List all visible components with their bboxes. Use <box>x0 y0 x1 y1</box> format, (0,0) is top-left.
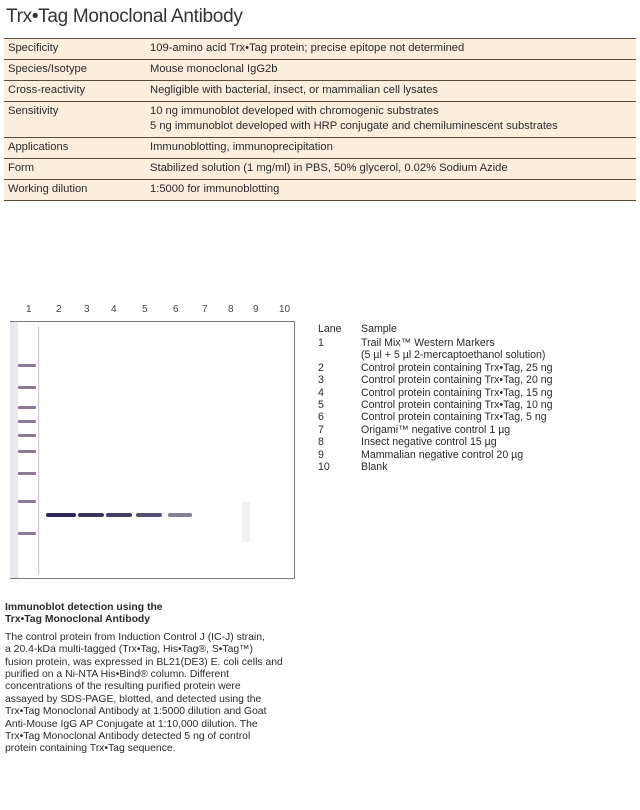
lane-legend <box>318 323 553 473</box>
lane-number: 4 <box>111 304 117 315</box>
protein-band <box>136 513 162 517</box>
lane-edge-line <box>38 326 39 574</box>
legend-sample-text: Insect negative control 15 µg <box>361 436 497 449</box>
caption-title-line: Immunoblot detection using the <box>5 602 163 613</box>
blot-svg <box>10 322 294 578</box>
spec-value <box>146 159 636 180</box>
marker-band <box>18 364 36 367</box>
legend-sample-text: Trail Mix™ Western Markers <box>361 337 495 349</box>
spec-label: Species/Isotype <box>4 60 146 81</box>
spec-value <box>146 39 636 60</box>
lane-number: 5 <box>142 304 148 315</box>
caption-body-line: assayed by SDS-PAGE, blotted, and detected using the <box>5 693 262 705</box>
marker-band <box>18 450 36 453</box>
legend-row <box>318 436 553 448</box>
caption-body-line: Anti-Mouse IgG AP Conjugate at 1:10,000 dilution. The <box>5 718 258 730</box>
spec-value <box>146 138 636 159</box>
legend-lane-number: 3 <box>318 374 324 387</box>
western-blot-image <box>10 321 295 579</box>
lane-number: 1 <box>26 304 32 315</box>
spec-value-line: Immunoblotting, immunoprecipitation <box>150 141 333 153</box>
legend-row <box>318 387 553 399</box>
spec-value-line: Stabilized solution (1 mg/ml) in PBS, 50% glycerol, 0.02% Sodium Azide <box>150 162 508 174</box>
caption-body-line: Trx•Tag Monoclonal Antibody detected 5 ng of control <box>5 731 251 743</box>
legend-lane-number: 8 <box>318 436 324 449</box>
protein-band <box>78 513 104 517</box>
legend-sample-text: Control protein containing Trx•Tag, 5 ng <box>361 411 547 424</box>
legend-row <box>318 399 553 411</box>
caption-body-line: Trx•Tag Monoclonal Antibody at 1:5000 dilution and Goat <box>5 706 267 718</box>
legend-row <box>318 411 553 423</box>
spec-value <box>146 102 636 138</box>
legend-sample-text: Origami™ negative control 1 µg <box>361 423 511 436</box>
lane-number: 6 <box>173 304 179 315</box>
spec-row <box>4 60 636 81</box>
spec-label: Specificity <box>4 39 146 60</box>
lane-numbers <box>0 304 300 318</box>
spec-value-line: Mouse monoclonal IgG2b <box>150 63 278 75</box>
spec-label: Applications <box>4 138 146 159</box>
spec-value-line: 10 ng immunoblot developed with chromogenic substrates <box>150 105 439 117</box>
legend-sample-text: Control protein containing Trx•Tag, 20 ng <box>361 374 553 387</box>
protein-band <box>46 513 76 517</box>
spec-row <box>4 138 636 159</box>
spec-row <box>4 81 636 102</box>
marker-band <box>18 434 36 437</box>
legend-sample-text: Control protein containing Trx•Tag, 25 ng <box>361 361 553 374</box>
marker-band <box>18 472 36 475</box>
lane-number: 7 <box>202 304 208 315</box>
legend-lane-number: 2 <box>318 361 324 374</box>
spec-label: Sensitivity <box>4 102 146 138</box>
figure-caption <box>5 602 325 756</box>
legend-row <box>318 461 553 473</box>
legend-sample-text: Mammalian negative control 20 µg <box>361 448 524 461</box>
caption-body <box>5 632 325 756</box>
faint-smear <box>242 502 250 542</box>
marker-band <box>18 386 36 389</box>
spec-table <box>4 38 636 201</box>
legend-lane-number: 9 <box>318 448 324 461</box>
spec-label: Form <box>4 159 146 180</box>
legend-sample-text: (5 µl + 5 µl 2-mercaptoethanol solution) <box>361 349 546 362</box>
spec-label: Cross-reactivity <box>4 81 146 102</box>
caption-body-line: protein containing Trx•Tag sequence. <box>5 743 176 755</box>
spec-row <box>4 159 636 180</box>
caption-title-line: Trx•Tag Monoclonal Antibody <box>5 614 151 626</box>
legend-row <box>318 337 553 362</box>
legend-lane-number: 1 <box>318 337 324 349</box>
spec-value-line: Negligible with bacterial, insect, or mammalian cell lysates <box>150 84 438 96</box>
spec-row <box>4 39 636 60</box>
spec-value-line: 1:5000 for immunoblotting <box>150 183 280 195</box>
legend-row <box>318 424 553 436</box>
protein-band <box>168 513 192 517</box>
legend-lane-number: 6 <box>318 411 324 424</box>
page-title: Trx•Tag Monoclonal Antibody <box>6 6 243 27</box>
legend-lane-number: 5 <box>318 399 324 412</box>
caption-body-line: purified on a Ni-NTA His•Bind® column. Different <box>5 669 230 681</box>
spec-label: Working dilution <box>4 180 146 201</box>
legend-row <box>318 449 553 461</box>
legend-header-lane: Lane <box>318 323 342 335</box>
legend-sample-text: Blank <box>361 461 388 474</box>
caption-body-line: a 20.4-kDa multi-tagged (Trx•Tag, His•Tag®, S•Tag™) <box>5 644 254 656</box>
lane-number: 2 <box>56 304 62 315</box>
legend-row <box>318 362 553 374</box>
caption-body-line: concentrations of the resulting purified protein were <box>5 681 241 693</box>
legend-sample-text: Control protein containing Trx•Tag, 15 ng <box>361 386 553 399</box>
lane-number: 8 <box>228 304 234 315</box>
lane-number: 9 <box>253 304 259 315</box>
legend-sample-text: Control protein containing Trx•Tag, 10 ng <box>361 399 553 412</box>
legend-lane-number: 10 <box>318 461 330 474</box>
protein-band <box>106 513 132 517</box>
spec-value-line: 109-amino acid Trx•Tag protein; precise epitope not determined <box>150 42 465 54</box>
lane-number: 10 <box>279 304 291 315</box>
spec-row <box>4 180 636 201</box>
spec-row <box>4 102 636 138</box>
spec-value <box>146 60 636 81</box>
spec-value <box>146 180 636 201</box>
spec-value-line: 5 ng immunoblot developed with HRP conjugate and chemiluminescent substrates <box>150 120 558 132</box>
marker-band <box>18 420 36 423</box>
marker-band <box>18 406 36 409</box>
legend-lane-number: 7 <box>318 423 324 436</box>
caption-body-line: The control protein from Induction Control J (IC-J) strain, <box>5 631 265 643</box>
marker-band <box>18 532 36 535</box>
marker-band <box>18 500 36 503</box>
membrane-edge <box>10 322 18 578</box>
legend-lane-number: 4 <box>318 386 324 399</box>
spec-value <box>146 81 636 102</box>
legend-row <box>318 374 553 386</box>
lane-number: 3 <box>84 304 90 315</box>
caption-body-line: fusion protein, was expressed in BL21(DE3) E. coli cells and <box>5 656 283 668</box>
caption-title <box>5 602 325 627</box>
legend-header-sample: Sample <box>361 323 397 335</box>
